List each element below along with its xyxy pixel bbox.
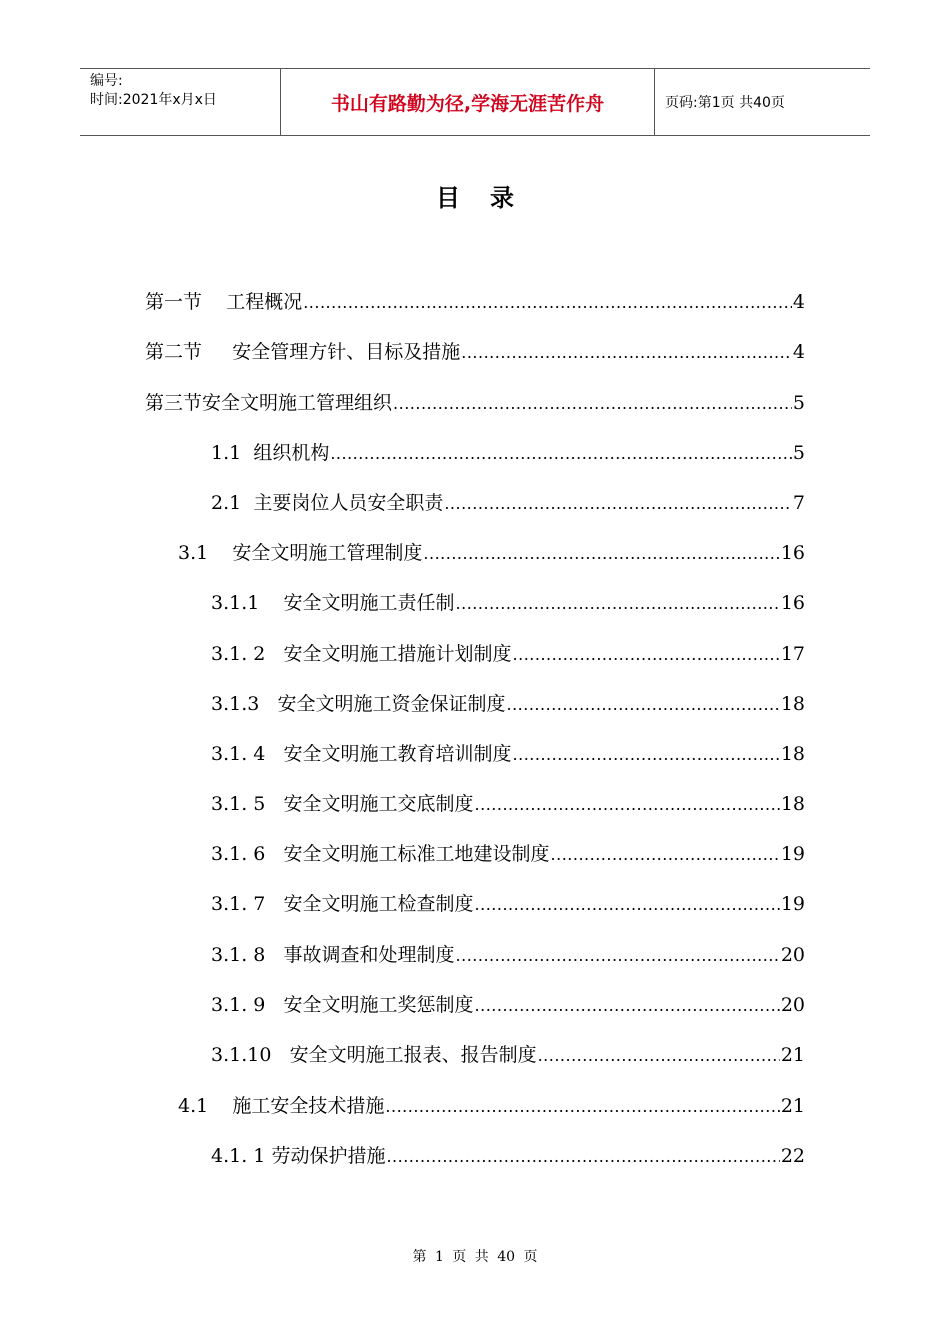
toc-entry-gap [202,338,232,366]
toc-entry-page: 18 [780,793,805,815]
toc-entry-title: 安全文明施工措施计划制度 [283,643,512,665]
toc-entry-title: 安全文明施工检查制度 [283,893,474,915]
toc-entry-gap [208,1092,232,1120]
toc-entry-gap [259,690,277,718]
toc-entry-number: 第二节 [145,341,203,363]
toc-entry-gap [271,1041,289,1069]
toc-entry[interactable] [211,589,805,617]
toc-entry-gap [265,890,283,918]
toc-entry-title: 安全文明施工奖惩制度 [283,994,474,1016]
toc-entry-gap [241,439,253,467]
toc-entry-number: 1.1 [211,442,242,464]
header-page-info: 页码:第1页 共40页 [665,95,785,111]
toc-entry[interactable] [211,1041,805,1069]
toc-entry-number: 3.1. 8 [211,944,266,966]
toc-entry-gap [265,941,283,969]
header-time-label: 时间:2021年x月x日 [90,92,217,108]
toc-leader-dots [507,691,780,719]
toc-leader-dots [330,440,792,468]
toc-entry-page: 4 [792,341,805,363]
toc-entry[interactable] [211,439,805,467]
toc-entry-title: 安全文明施工教育培训制度 [283,743,512,765]
toc-entry-number: 3.1. 9 [211,994,266,1016]
toc-entry-number: 3.1. 4 [211,743,266,765]
toc-leader-dots [385,1093,779,1121]
toc-entry[interactable] [211,640,805,668]
toc-entry-gap [208,539,232,567]
toc-leader-dots [475,992,780,1020]
toc-entry-page: 17 [780,643,805,665]
toc-leader-dots [538,1042,780,1070]
page-footer: 第 1 页 共 40 页 [412,1249,538,1265]
toc-entry-number: 4.1. 1 [211,1145,266,1167]
toc-entry[interactable] [211,690,805,718]
toc-entry-title: 主要岗位人员安全职责 [253,492,444,514]
toc-entry-gap [241,489,253,517]
page-title: 目录 [436,184,544,212]
toc-entry-title: 安全文明施工标准工地建设制度 [283,843,550,865]
toc-entry[interactable] [211,941,805,969]
header-number-label: 编号: [90,73,123,89]
toc-entry-number: 4.1 [178,1095,209,1117]
toc-entry-number: 第一节 [145,291,203,313]
toc-entry-gap [259,589,283,617]
toc-entry-gap [265,740,283,768]
toc-leader-dots [475,791,780,819]
toc-entry-title: 工程概况 [226,291,303,313]
toc-entry-title: 安全文明施工资金保证制度 [277,693,506,715]
toc-entry-title: 劳动保护措施 [271,1145,386,1167]
toc-entry[interactable] [211,1142,805,1170]
header-meta-cell [80,69,281,135]
toc-entry-title: 安全文明施工交底制度 [283,793,474,815]
toc-leader-dots [456,942,780,970]
toc-entry[interactable] [211,890,805,918]
toc-entry-title: 安全文明施工报表、报告制度 [289,1044,537,1066]
toc-entry-page: 5 [792,392,805,414]
toc-entry-page: 16 [780,542,805,564]
toc-entry-number: 2.1 [211,492,242,514]
toc-entry-page: 4 [792,291,805,313]
toc-entry-gap [202,288,226,316]
toc-entry-page: 16 [780,592,805,614]
toc-entry[interactable] [211,840,805,868]
toc-entry-title: 组织机构 [253,442,330,464]
toc-entry[interactable] [145,288,805,316]
header-motto: 书山有路勤为径,学海无涯苦作舟 [281,69,655,135]
toc-entry-gap [265,991,283,1019]
toc-entry[interactable] [211,489,805,517]
toc-entry-title: 安全文明施工管理制度 [232,542,423,564]
toc-entry-title: 安全管理方针、目标及措施 [232,341,461,363]
toc-entry[interactable] [211,790,805,818]
toc-entry-page: 19 [780,843,805,865]
toc-entry[interactable] [145,389,805,417]
toc-leader-dots [461,339,792,367]
toc-entry-number: 3.1. 5 [211,793,266,815]
toc-entry-number: 3.1.3 [211,693,260,715]
toc-leader-dots [513,741,780,769]
toc-entry[interactable] [178,1092,805,1120]
toc-leader-dots [513,641,780,669]
toc-entry-gap [265,840,283,868]
toc-leader-dots [444,490,792,518]
toc-entry-number: 3.1. 7 [211,893,266,915]
toc-entry-page: 20 [780,994,805,1016]
toc-leader-dots [551,841,780,869]
toc-entry-number: 3.1.1 [211,592,260,614]
toc-entry-page: 7 [792,492,805,514]
toc-entry[interactable] [178,539,805,567]
toc-leader-dots [456,590,780,618]
toc-entry-page: 21 [780,1095,805,1117]
toc-entry-title: 安全文明施工责任制 [283,592,455,614]
toc-leader-dots [303,289,792,317]
toc-entry[interactable] [211,991,805,1019]
toc-entry-number: 3.1. 2 [211,643,266,665]
toc-entry-title: 施工安全技术措施 [232,1095,385,1117]
toc-entry-page: 20 [780,944,805,966]
toc-entry-page: 18 [780,693,805,715]
toc-entry-number: 第三节 [145,392,203,414]
header-table [80,68,870,136]
toc-leader-dots [475,891,780,919]
toc-entry-page: 21 [780,1044,805,1066]
toc-entry-title: 安全文明施工管理组织 [202,392,393,414]
toc-entry-gap [265,640,283,668]
toc-leader-dots [393,390,792,418]
toc-entry-page: 18 [780,743,805,765]
toc-leader-dots [386,1143,779,1171]
toc-entry-title: 事故调查和处理制度 [283,944,455,966]
toc-entry-page: 19 [780,893,805,915]
toc-entry[interactable] [211,740,805,768]
toc-entry[interactable] [145,338,805,366]
toc-entry-page: 22 [780,1145,805,1167]
toc-leader-dots [423,540,779,568]
toc-entry-number: 3.1. 6 [211,843,266,865]
toc-entry-number: 3.1 [178,542,209,564]
toc-entry-number: 3.1.10 [211,1044,272,1066]
toc-entry-gap [265,790,283,818]
toc-entry-page: 5 [792,442,805,464]
